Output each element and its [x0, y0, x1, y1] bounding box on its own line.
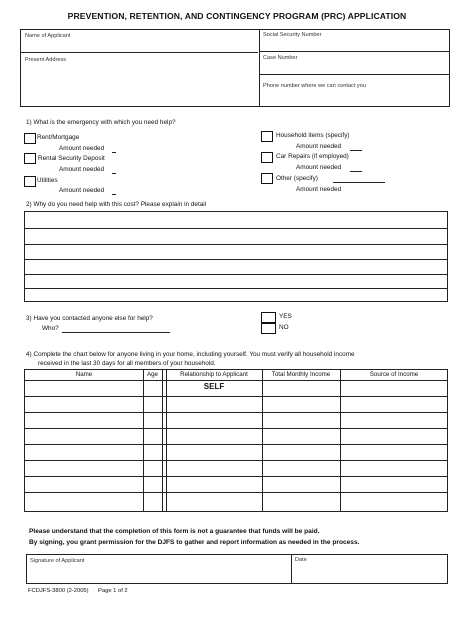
- car-amount-label: Amount needed: [296, 164, 342, 171]
- page-number: Page 1 of 2: [98, 588, 128, 594]
- ssn-field[interactable]: [263, 32, 447, 49]
- no-checkbox[interactable]: [261, 323, 276, 334]
- col-header-relationship: Relationship to Applicant: [180, 371, 248, 378]
- rent-mortgage-checkbox[interactable]: [24, 133, 36, 144]
- col-header-income-source: Source of Income: [369, 371, 419, 378]
- household-table: [24, 369, 448, 512]
- present-address-label: Present Address: [25, 57, 67, 63]
- rent-amount-field[interactable]: [112, 152, 116, 153]
- signature-label: Signature of Applicant: [30, 558, 85, 564]
- applicant-info-box: [20, 29, 450, 107]
- signature-field[interactable]: [30, 558, 288, 582]
- utilities-amount-label: Amount needed: [59, 187, 105, 194]
- col-header-age: Age: [146, 371, 158, 378]
- other-specify-field[interactable]: [333, 182, 385, 183]
- utilities-label: Utilities: [37, 177, 58, 184]
- form-id: FCDJFS-3800 (2-2005): [28, 588, 89, 594]
- notice-line1: Please understand that the completion of this form is not a guarantee that funds will be paid.: [29, 528, 320, 535]
- signature-box: [26, 554, 448, 584]
- name-of-applicant-label: Name of Applicant: [25, 33, 71, 39]
- who-field[interactable]: [62, 332, 170, 333]
- phone-number-field[interactable]: [263, 83, 447, 103]
- notice-line2: By signing, you grant permission for the DJFS to gather and report information as needed in the process.: [29, 539, 360, 546]
- q3-question: 3) Have you contacted anyone else for help?: [26, 315, 153, 322]
- who-label: Who?: [42, 325, 59, 332]
- household-items-checkbox[interactable]: [261, 131, 273, 142]
- car-repairs-label: Car Repairs (if employed): [276, 153, 349, 160]
- form-title: PREVENTION, RETENTION, AND CONTINGENCY PROGRAM (PRC) APPLICATION: [67, 11, 407, 21]
- case-number-field[interactable]: [263, 55, 447, 72]
- rent-mortgage-label: Rent/Mortgage: [37, 134, 80, 141]
- col-header-name: Name: [75, 371, 93, 378]
- household-amount-label: Amount needed: [296, 143, 342, 150]
- household-items-label: Household items (specify): [276, 132, 350, 139]
- relationship-self: SELF: [203, 382, 225, 391]
- utilities-checkbox[interactable]: [24, 176, 36, 187]
- yes-checkbox[interactable]: [261, 312, 276, 323]
- no-label: NO: [279, 324, 289, 331]
- other-amount-label: Amount needed: [296, 186, 342, 193]
- deposit-amount-label: Amount needed: [59, 166, 105, 173]
- q1-question: 1) What is the emergency with which you need help?: [26, 119, 176, 126]
- yes-label: YES: [279, 313, 292, 320]
- rental-deposit-label: Rental Security Deposit: [38, 155, 105, 162]
- car-amount-field[interactable]: [350, 171, 362, 172]
- q4-question-line1: 4) Complete the chart below for anyone living in your home, including yourself. You must verify all household income: [26, 351, 355, 358]
- car-repairs-checkbox[interactable]: [261, 152, 273, 163]
- deposit-amount-field[interactable]: [112, 173, 116, 174]
- ssn-label: Social Security Number: [263, 32, 322, 38]
- other-checkbox[interactable]: [261, 173, 273, 184]
- utilities-amount-field[interactable]: [112, 194, 116, 195]
- rental-deposit-checkbox[interactable]: [24, 153, 36, 164]
- q2-question: 2) Why do you need help with this cost? Please explain in detail: [26, 201, 207, 208]
- col-header-monthly-income: Total Monthly Income: [271, 371, 331, 378]
- name-of-applicant-field[interactable]: [25, 33, 255, 50]
- present-address-field[interactable]: [25, 57, 255, 103]
- date-field[interactable]: [295, 557, 445, 581]
- q4-question-line2: received in the last 30 days for all members of your household.: [38, 360, 216, 367]
- phone-number-label: Phone number where we can contact you: [263, 83, 366, 89]
- other-label: Other (specify): [276, 175, 318, 182]
- explanation-box[interactable]: [24, 211, 448, 302]
- case-number-label: Case Number: [263, 55, 298, 61]
- household-amount-field[interactable]: [350, 150, 362, 151]
- rent-amount-label: Amount needed: [59, 145, 105, 152]
- date-label: Date: [295, 557, 307, 563]
